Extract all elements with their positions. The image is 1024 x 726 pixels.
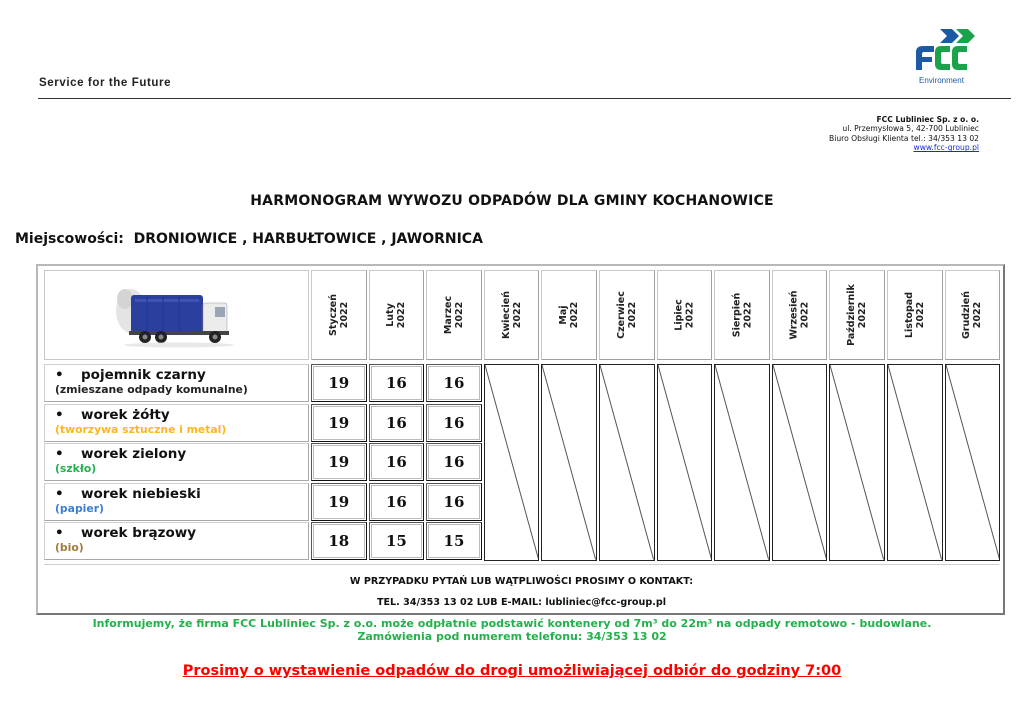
month-header xyxy=(541,270,597,360)
header-image-cell xyxy=(44,270,309,360)
fcc-chevrons-logo-icon xyxy=(912,26,992,76)
bullet: • xyxy=(55,446,64,462)
month-name: Listopad xyxy=(903,291,915,339)
diagonal-strike xyxy=(600,365,654,560)
company-website-link[interactable]: www.fcc-group.pl xyxy=(913,143,979,153)
garbage-truck-icon xyxy=(111,281,246,349)
month-label xyxy=(904,292,926,338)
month-name: Październik xyxy=(846,284,858,346)
month-label xyxy=(443,296,465,334)
month-year: 2022 xyxy=(396,301,408,329)
month-label xyxy=(846,284,868,346)
month-year: 2022 xyxy=(453,301,465,329)
month-year: 2022 xyxy=(511,301,523,329)
empty-month-column xyxy=(714,364,770,561)
pickup-day-cell: 15 xyxy=(369,522,425,560)
month-label xyxy=(673,299,695,330)
waste-type-description: (bio) xyxy=(55,541,84,554)
pickup-day-cell: 19 xyxy=(311,364,367,402)
month-label xyxy=(731,293,753,338)
month-year: 2022 xyxy=(569,301,581,329)
waste-type-name xyxy=(55,526,308,541)
month-name: Kwiecień xyxy=(500,291,512,339)
waste-type-name xyxy=(55,368,308,383)
month-year: 2022 xyxy=(914,301,926,329)
waste-type-row-label xyxy=(44,522,309,560)
contact-line-1: W PRZYPADKU PYTAŃ LUB WĄTPLIWOŚCI PROSIMY O KONTAKT: xyxy=(349,575,694,587)
pickup-day-cell: 19 xyxy=(311,483,367,521)
locations-value: DRONIOWICE , HARBUŁTOWICE , JAWORNICA xyxy=(133,231,483,247)
pickup-day-cell: 16 xyxy=(369,443,425,481)
company-info xyxy=(829,115,979,153)
company-phone: Biuro Obsługi Klienta tel.: 34/353 13 02 xyxy=(829,133,979,143)
month-label xyxy=(961,291,983,339)
month-header xyxy=(657,270,713,360)
month-name: Maj xyxy=(558,305,570,325)
company-name: FCC Lubliniec Sp. z o. o. xyxy=(876,115,979,124)
empty-month-column xyxy=(657,364,713,561)
tagline: Service for the Future xyxy=(39,77,172,89)
waste-container-name: worek brązowy xyxy=(81,525,197,541)
month-name: Luty xyxy=(385,303,397,327)
logo-subtitle: Environment xyxy=(919,76,964,85)
pickup-day-cell: 16 xyxy=(426,404,482,442)
empty-month-column xyxy=(599,364,655,561)
pickup-day-cell: 19 xyxy=(311,443,367,481)
month-header xyxy=(311,270,367,360)
pickup-day-cell: 16 xyxy=(426,483,482,521)
diagonal-strike xyxy=(773,365,827,560)
bullet: • xyxy=(55,485,64,502)
waste-type-row-label xyxy=(44,443,309,481)
pickup-day-cell: 16 xyxy=(426,364,482,402)
month-year: 2022 xyxy=(972,301,984,329)
diagonal-strike xyxy=(485,365,539,560)
container-info xyxy=(0,617,1024,643)
month-header xyxy=(829,270,885,360)
pickup-day-cell: 19 xyxy=(311,404,367,442)
month-name: Sierpień xyxy=(730,292,742,338)
container-info-line1: Informujemy, że firma FCC Lubliniec Sp. z o.o. może odpłatnie podstawić kontenery od 7m³ do 22m³ na odpady remotowo - budowlane. xyxy=(92,617,932,630)
waste-type-row-label xyxy=(44,483,309,521)
month-year: 2022 xyxy=(626,301,638,329)
locations xyxy=(15,231,483,247)
waste-container-name: worek żółty xyxy=(81,406,170,423)
month-name: Styczeń xyxy=(327,294,339,336)
schedule-table xyxy=(36,264,1005,615)
diagonal-strike xyxy=(946,365,1000,560)
fcc-logo xyxy=(912,26,992,88)
month-header xyxy=(426,270,482,360)
month-year: 2022 xyxy=(857,301,869,329)
month-header xyxy=(887,270,943,360)
diagonal-strike xyxy=(888,365,942,560)
waste-type-description: (tworzywa sztuczne i metal) xyxy=(55,422,227,436)
month-label xyxy=(501,291,523,339)
container-info-line2: Zamówienia pod numerem telefonu: 34/353 13 02 xyxy=(357,630,667,643)
pickup-day-cell: 16 xyxy=(369,364,425,402)
month-label xyxy=(328,294,350,336)
month-name: Wrzesień xyxy=(788,290,800,340)
pickup-time-warning: Prosimy o wystawienie odpadów do drogi umożliwiającej odbiór do godziny 7:00 xyxy=(182,663,842,679)
month-header xyxy=(945,270,1001,360)
empty-month-column xyxy=(541,364,597,561)
pickup-day-cell: 16 xyxy=(369,483,425,521)
waste-type-description: (zmieszane odpady komunalne) xyxy=(55,383,248,396)
month-year: 2022 xyxy=(684,301,696,329)
month-name: Grudzień xyxy=(961,290,973,340)
contact-line-2: TEL. 34/353 13 02 LUB E-MAIL: lubliniec@fcc-group.pl xyxy=(376,596,667,608)
diagonal-strike xyxy=(715,365,769,560)
month-name: Lipiec xyxy=(673,299,685,331)
pickup-day-cell: 18 xyxy=(311,522,367,560)
diagonal-strike xyxy=(658,365,712,560)
waste-type-name xyxy=(55,408,308,423)
company-address: ul. Przemysłowa 5, 42-700 Lubliniec xyxy=(842,124,979,134)
bullet: • xyxy=(55,406,64,423)
month-label xyxy=(385,302,407,328)
waste-container-name: pojemnik czarny xyxy=(81,367,206,383)
empty-month-column xyxy=(887,364,943,561)
waste-type-description: (szkło) xyxy=(55,462,97,475)
month-year: 2022 xyxy=(338,301,350,329)
month-label xyxy=(558,302,580,328)
diagonal-strike xyxy=(830,365,884,560)
pickup-day-cell: 16 xyxy=(369,404,425,442)
waste-type-name xyxy=(55,447,308,462)
page-title: HARMONOGRAM WYWOZU ODPADÓW DLA GMINY KOCHANOWICE xyxy=(250,193,774,209)
pickup-day-cell: 16 xyxy=(426,443,482,481)
month-name: Marzec xyxy=(442,295,454,335)
month-header xyxy=(369,270,425,360)
month-header xyxy=(599,270,655,360)
month-label xyxy=(616,291,638,339)
month-year: 2022 xyxy=(741,301,753,329)
header-divider xyxy=(38,98,1011,99)
contact-box xyxy=(44,564,999,612)
waste-type-row-label xyxy=(44,404,309,442)
month-header xyxy=(714,270,770,360)
diagonal-strike xyxy=(542,365,596,560)
waste-container-name: worek niebieski xyxy=(81,485,201,502)
locations-label: Miejscowości: xyxy=(15,231,124,247)
waste-type-name xyxy=(55,487,308,502)
month-header xyxy=(772,270,828,360)
pickup-day-cell: 15 xyxy=(426,522,482,560)
waste-container-name: worek zielony xyxy=(81,446,187,462)
month-header xyxy=(484,270,540,360)
waste-type-row-label xyxy=(44,364,309,402)
waste-type-description: (papier) xyxy=(55,501,104,515)
bullet: • xyxy=(55,525,64,541)
month-label xyxy=(789,290,811,339)
empty-month-column xyxy=(484,364,540,561)
empty-month-column xyxy=(772,364,828,561)
month-year: 2022 xyxy=(799,301,811,329)
empty-month-column xyxy=(945,364,1001,561)
bullet: • xyxy=(55,367,64,383)
month-name: Czerwiec xyxy=(615,291,627,339)
empty-month-column xyxy=(829,364,885,561)
